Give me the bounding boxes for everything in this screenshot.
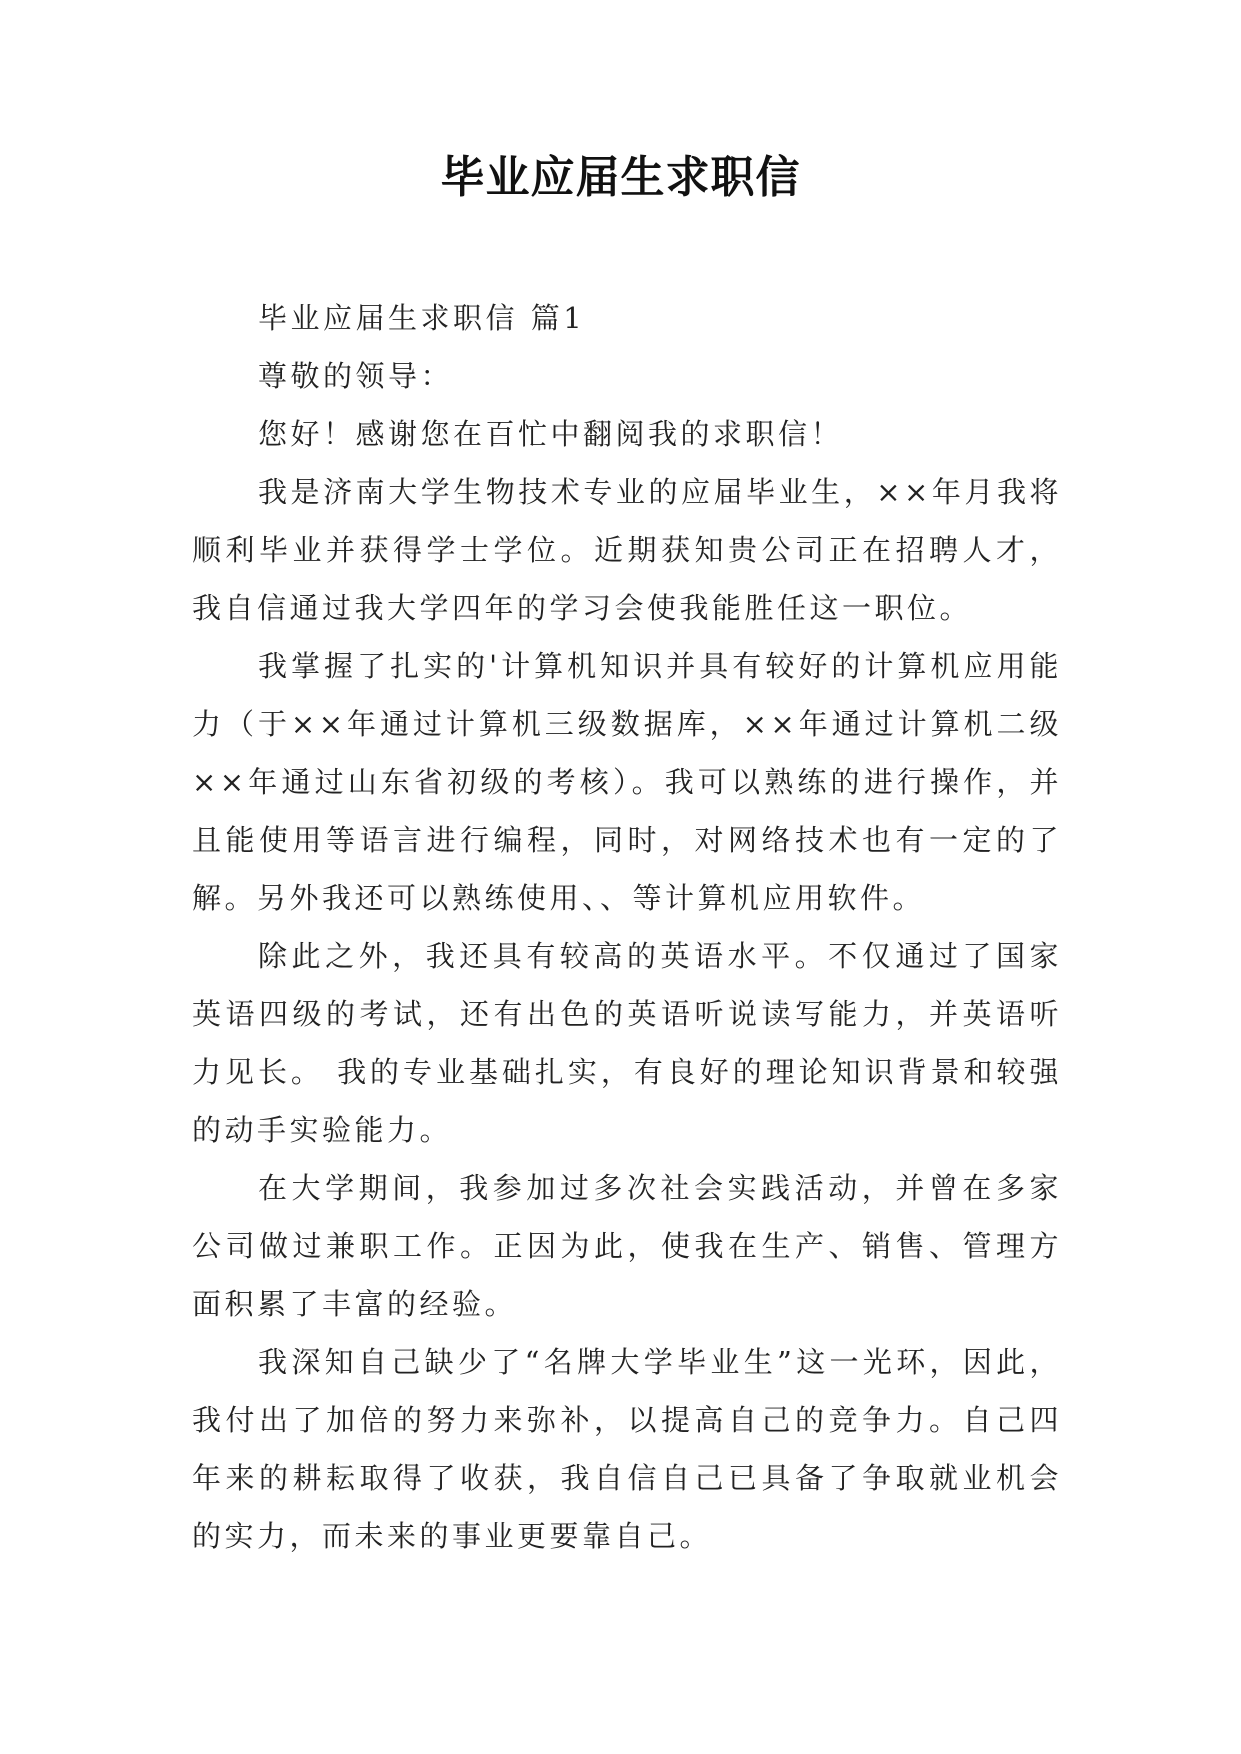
body-paragraph: 除此之外，我还具有较高的英语水平。不仅通过了国家英语四级的考试，还有出色的英语听说读写能力，并英语听力见长。 我的专业基础扎实，有良好的理论知识背景和较强的动手实验能力。 <box>192 939 1062 1147</box>
section-heading: 毕业应届生求职信 篇1 <box>258 301 586 335</box>
body-paragraph: 在大学期间，我参加过多次社会实践活动，并曾在多家公司做过兼职工作。正因为此，使我在生产、销售、管理方面积累了丰富的经验。 <box>192 1171 1062 1321</box>
document-body <box>192 289 1062 1565</box>
greeting-paragraph: 您好！感谢您在百忙中翻阅我的求职信！ <box>258 417 844 451</box>
body-paragraph: 我深知自己缺少了“名牌大学毕业生”这一光环，因此，我付出了加倍的努力来弥补，以提高自己的竞争力。自己四年来的耕耘取得了收获，我自信自己已具备了争取就业机会的实力，而未来的事业更要靠自己。 <box>192 1345 1062 1553</box>
document-title: 毕业应届生求职信 <box>440 152 801 203</box>
body-paragraph: 我掌握了扎实的'计算机知识并具有较好的计算机应用能力（于××年通过计算机三级数据库，××年通过计算机二级××年通过山东省初级的考核）。我可以熟练的进行操作，并且能使用等语言进行编程，同时，对网络技术也有一定的了解。另外我还可以熟练使用、、等计算机应用软件。 <box>192 649 1062 915</box>
salutation: 尊敬的领导： <box>258 359 454 393</box>
body-paragraph: 我是济南大学生物技术专业的应届毕业生，××年月我将顺利毕业并获得学士学位。近期获知贵公司正在招聘人才，我自信通过我大学四年的学习会使我能胜任这一职位。 <box>192 475 1062 625</box>
